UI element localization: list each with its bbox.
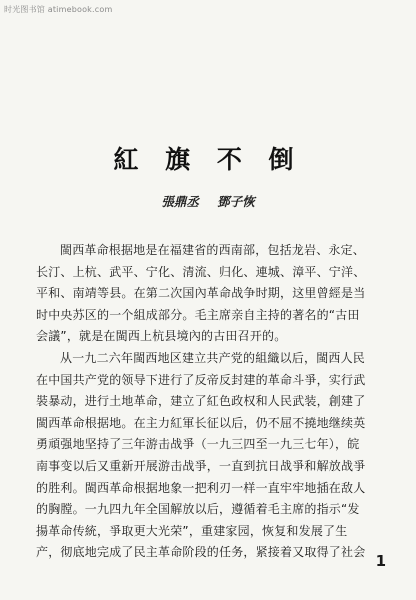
text-line: 会議”，就是在閩西上杭县境內的古田召开的。 bbox=[36, 329, 287, 344]
text-line: 在中国共产党的领导下进行了反帝反封建的革命斗爭，实行武 bbox=[36, 372, 366, 387]
body-text bbox=[36, 240, 386, 564]
text-line: 产，彻底地完成了民主革命阶段的任务，紧接着又取得了社会 bbox=[36, 545, 366, 560]
text-line: 的胸膛。一九四九年全国解放以后，遵循着毛主席的指示“发 bbox=[36, 502, 360, 517]
text-line: 閩西革命根据地。在主力紅軍长征以后，仍不屈不撓地继续英 bbox=[36, 415, 366, 430]
text-line: 时中央苏区的一个組成部分。毛主席亲自主持的著名的“古田 bbox=[36, 307, 360, 322]
text-line: 勇頑强地坚持了三年游击战爭（一九三四至一九三七年），皖 bbox=[36, 437, 360, 452]
text-line: 平和、南靖等县。在第二次国內革命战争时期，这里曾經是当 bbox=[36, 286, 366, 301]
text-line: 从一九二六年閩西地区建立共产党的組織以后，閩西人民 bbox=[60, 350, 366, 365]
watermark: 时光图书馆 atimebook.com bbox=[4, 5, 113, 14]
text-line: 长汀、上杭、武平、宁化、清流、归化、連城、漳平、宁洋、 bbox=[36, 264, 366, 279]
text-line: 裝暴动，进行土地革命，建立了紅色政权和人民武装，創建了 bbox=[36, 394, 366, 409]
text-line: 南事变以后又重新开展游击战爭，一直到抗日战爭和解放战爭 bbox=[36, 458, 366, 473]
page-number: 1 bbox=[375, 552, 386, 570]
page-title: 紅 旗 不 倒 bbox=[113, 145, 303, 174]
text-line: 的胜利。閩西革命根据地象一把利刃一样一直牢牢地插在敌人 bbox=[36, 480, 366, 495]
authors: 張鼎丞 鄧子恢 bbox=[161, 194, 255, 209]
text-line: 揚革命传統，爭取更大光荣”，重建家园，恢复和发展了生 bbox=[36, 523, 348, 538]
text-line: 閩西革命根据地是在福建省的西南部，包括龙岩、永定、 bbox=[60, 243, 366, 257]
